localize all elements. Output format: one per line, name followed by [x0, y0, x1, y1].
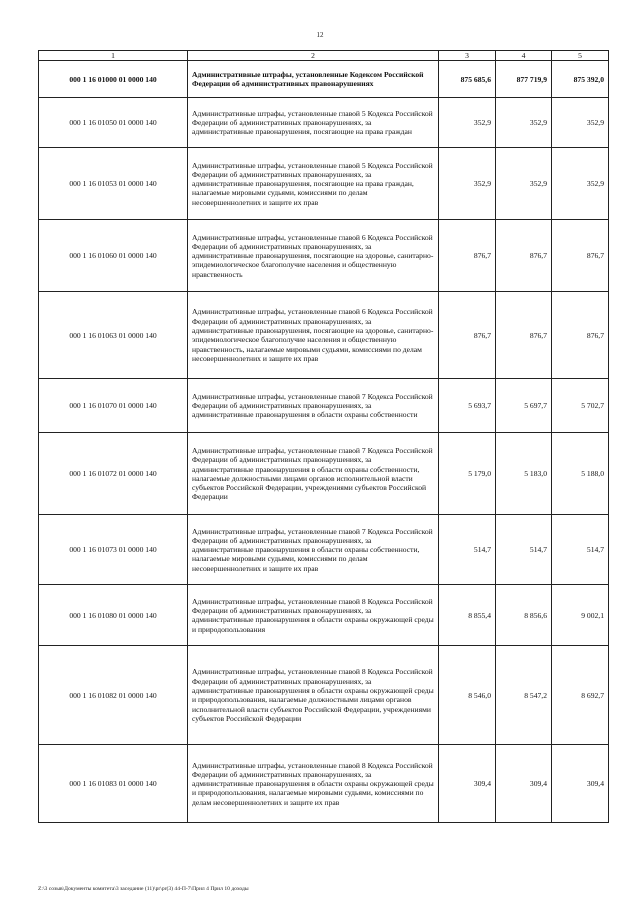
revenue-table: [38, 50, 609, 823]
value-cell: 8 546,0: [439, 646, 496, 745]
value-cell: 876,7: [552, 292, 609, 379]
value-cell: 309,4: [552, 745, 609, 823]
value-cell: 352,9: [496, 98, 552, 148]
value-cell: 5 702,7: [552, 379, 609, 433]
classification-code-cell: 000 1 16 01082 01 0000 140: [39, 646, 188, 745]
value-cell: 876,7: [439, 220, 496, 292]
value-cell: 5 188,0: [552, 433, 609, 515]
classification-code-cell: 000 1 16 01063 01 0000 140: [39, 292, 188, 379]
value-cell: 8 856,6: [496, 585, 552, 646]
value-cell: 8 692,7: [552, 646, 609, 745]
value-cell: 877 719,9: [496, 61, 552, 98]
table-row: [39, 292, 609, 379]
revenue-name-cell: Административные штрафы, установленные главой 7 Кодекса Российской Федерации об административных правонарушениях, за административные правонарушения в области охраны собственности: [188, 379, 439, 433]
table-row: [39, 379, 609, 433]
page-number: 12: [316, 31, 324, 39]
column-number: 2: [188, 51, 439, 61]
revenue-name-cell: Административные штрафы, установленные главой 5 Кодекса Российской Федерации об административных правонарушениях, за административные правонарушения, посягающие на права граждан: [188, 98, 439, 148]
classification-code-cell: 000 1 16 01070 01 0000 140: [39, 379, 188, 433]
value-cell: 8 855,4: [439, 585, 496, 646]
classification-code-cell: 000 1 16 01083 01 0000 140: [39, 745, 188, 823]
classification-code-cell: 000 1 16 01053 01 0000 140: [39, 148, 188, 220]
table-row: [39, 61, 609, 98]
value-cell: 352,9: [439, 148, 496, 220]
value-cell: 514,7: [496, 515, 552, 585]
value-cell: 876,7: [496, 292, 552, 379]
revenue-name-cell: Административные штрафы, установленные главой 8 Кодекса Российской Федерации об административных правонарушениях, за административные правонарушения в области охраны окружающей среды и природопользования: [188, 585, 439, 646]
classification-code-cell: 000 1 16 01073 01 0000 140: [39, 515, 188, 585]
value-cell: 309,4: [439, 745, 496, 823]
value-cell: 352,9: [496, 148, 552, 220]
value-cell: 309,4: [496, 745, 552, 823]
value-cell: 5 697,7: [496, 379, 552, 433]
classification-code-cell: 000 1 16 01080 01 0000 140: [39, 585, 188, 646]
table-row: [39, 433, 609, 515]
column-number: 1: [39, 51, 188, 61]
revenue-name-cell: Административные штрафы, установленные главой 7 Кодекса Российской Федерации об административных правонарушениях, за административные правонарушения в области охраны собственности, налагаемые должностными лицами органов исполнительной власти субъектов Российской Федерации, учреждениями субъектов Российской Федерации: [188, 433, 439, 515]
value-cell: 875 685,6: [439, 61, 496, 98]
value-cell: 5 183,0: [496, 433, 552, 515]
revenue-name-cell: Административные штрафы, установленные Кодексом Российской Федерации об административных правонарушениях: [188, 61, 439, 98]
value-cell: 352,9: [439, 98, 496, 148]
revenue-name-cell: Административные штрафы, установленные главой 8 Кодекса Российской Федерации об административных правонарушениях, за административные правонарушения в области охраны окружающей среды и природопользования, налагаемые должностными лицами органов исполнительной власти субъектов Российской Федерации, учреждениями субъектов Российской Федерации: [188, 646, 439, 745]
column-number: 3: [439, 51, 496, 61]
revenue-name-cell: Административные штрафы, установленные главой 6 Кодекса Российской Федерации об административных правонарушениях, за административные правонарушения, посягающие на здоровье, санитарно-эпидемиологическое благополучие населения и общественную нравственность, налагаемые мировыми судьями, комиссиями по делам несовершеннолетних и защите их прав: [188, 292, 439, 379]
file-path-footer: Z:\3 созыв\Документы комитета\3 заседание (11)\pr\pr(3) 44-П-7\Прил 4 Прил 10 доходы: [38, 886, 249, 892]
revenue-name-cell: Административные штрафы, установленные главой 8 Кодекса Российской Федерации об административных правонарушениях, за административные правонарушения в области охраны окружающей среды и природопользования, налагаемые мировыми судьями, комиссиями по делам несовершеннолетних и защите их прав: [188, 745, 439, 823]
value-cell: 514,7: [552, 515, 609, 585]
value-cell: 875 392,0: [552, 61, 609, 98]
revenue-name-cell: Административные штрафы, установленные главой 7 Кодекса Российской Федерации об административных правонарушениях, за административные правонарушения в области охраны собственности, налагаемые мировыми судьями, комиссиями по делам несовершеннолетних и защите их прав: [188, 515, 439, 585]
table-row: [39, 745, 609, 823]
column-number: 5: [552, 51, 609, 61]
table-body: [39, 51, 609, 823]
value-cell: 9 002,1: [552, 585, 609, 646]
table-row: [39, 646, 609, 745]
column-number: 4: [496, 51, 552, 61]
value-cell: 514,7: [439, 515, 496, 585]
classification-code-cell: 000 1 16 01000 01 0000 140: [39, 61, 188, 98]
value-cell: 5 693,7: [439, 379, 496, 433]
value-cell: 352,9: [552, 98, 609, 148]
table-row: [39, 515, 609, 585]
classification-code-cell: 000 1 16 01072 01 0000 140: [39, 433, 188, 515]
table-row: [39, 585, 609, 646]
column-number-row: [39, 51, 609, 61]
revenue-name-cell: Административные штрафы, установленные главой 5 Кодекса Российской Федерации об административных правонарушениях, за административные правонарушения, посягающие на права граждан, налагаемые мировыми судьями, комиссиями по делам несовершеннолетних и защите их прав: [188, 148, 439, 220]
value-cell: 876,7: [496, 220, 552, 292]
revenue-name-cell: Административные штрафы, установленные главой 6 Кодекса Российской Федерации об административных правонарушениях, за административные правонарушения, посягающие на здоровье, санитарно-эпидемиологическое благополучие населения и общественную нравственность: [188, 220, 439, 292]
classification-code-cell: 000 1 16 01060 01 0000 140: [39, 220, 188, 292]
value-cell: 5 179,0: [439, 433, 496, 515]
classification-code-cell: 000 1 16 01050 01 0000 140: [39, 98, 188, 148]
table-row: [39, 220, 609, 292]
value-cell: 876,7: [552, 220, 609, 292]
table-row: [39, 98, 609, 148]
value-cell: 8 547,2: [496, 646, 552, 745]
value-cell: 352,9: [552, 148, 609, 220]
value-cell: 876,7: [439, 292, 496, 379]
table-row: [39, 148, 609, 220]
